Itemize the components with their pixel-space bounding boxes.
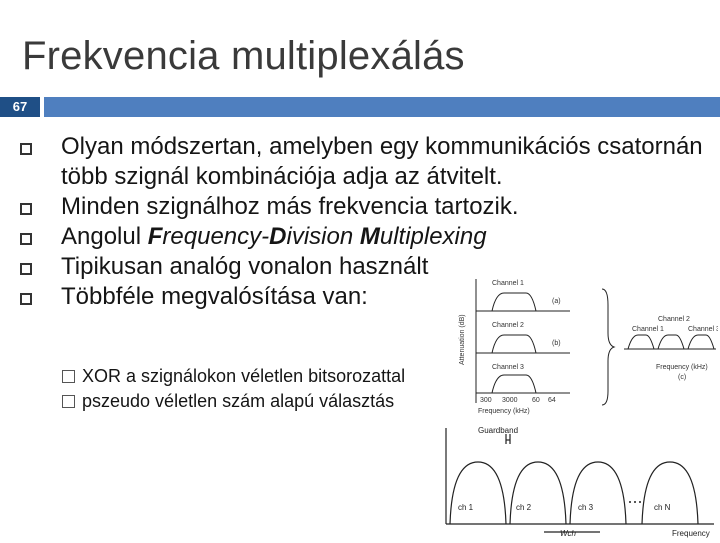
combined-channel-label: Channel 1	[632, 326, 664, 333]
tick-label: 64	[548, 397, 556, 404]
bullet-text: Minden szignálhoz más frekvencia tartozik.	[61, 193, 519, 220]
combined-x-label: Frequency (kHz)	[656, 364, 708, 371]
guardband-figure	[444, 422, 718, 538]
tick-label: 300	[480, 397, 492, 404]
sub-bullet-text: pszeudo véletlen szám alapú választás	[82, 391, 395, 411]
combined-channel-label: Channel 2	[658, 316, 690, 323]
sub-bullet-item	[62, 389, 492, 414]
bullet-text: Olyan módszertan, amelyben egy kommunikációs csatornán több szignál kombinációja adja az átvitelt.	[61, 133, 703, 190]
channel-label: Channel 3	[492, 364, 524, 371]
square-bullet-icon	[20, 233, 32, 245]
bullet-text: Tipikusan analóg vonalon használt	[61, 253, 429, 280]
bullet-text-part: F	[147, 223, 163, 250]
square-bullet-icon	[20, 143, 32, 155]
square-bullet-icon	[20, 263, 32, 275]
checkbox-bullet-icon	[62, 370, 75, 383]
bullet-text-part: ultiplexing	[379, 223, 487, 250]
bullet-text-part: Angolul	[61, 223, 148, 250]
sub-bullet-text: XOR a szignálokon véletlen bitsorozattal	[82, 366, 406, 386]
bullet-text: Többféle megvalósítása van:	[61, 283, 368, 310]
x-axis-label: Frequency (kHz)	[478, 408, 530, 415]
channel-label: ch N	[654, 503, 671, 512]
channel-label: ch 2	[516, 503, 532, 512]
panel-label: (c)	[678, 374, 687, 381]
slide-title: Frekvencia multiplexálás	[22, 34, 465, 78]
bullet-text-part: ivision	[286, 223, 360, 250]
panel-label: (a)	[552, 298, 561, 305]
sub-bullet-list	[62, 364, 492, 414]
channel-label: ch 1	[458, 503, 474, 512]
fdm-spectrum-figure	[452, 275, 718, 425]
slide-number: 67	[0, 97, 40, 117]
square-bullet-icon	[20, 293, 32, 305]
tick-label: 60	[532, 397, 540, 404]
channel-label: Channel 2	[492, 322, 524, 329]
guardband-label: Guardband	[478, 426, 519, 435]
tick-label: 3000	[502, 397, 518, 404]
y-axis-label: Attenuation (dB)	[459, 314, 466, 365]
bullet-text-part: M	[359, 223, 380, 250]
frequency-axis-label: Frequency	[672, 529, 710, 538]
square-bullet-icon	[20, 203, 32, 215]
checkbox-bullet-icon	[62, 395, 75, 408]
bullet-item	[18, 132, 718, 192]
header-bar	[44, 97, 720, 117]
sub-bullet-item	[62, 364, 492, 389]
bullet-item	[18, 192, 718, 222]
channel-label: ch 3	[578, 503, 594, 512]
channel-label: Channel 1	[492, 280, 524, 287]
bandwidth-label: Wch	[560, 529, 576, 538]
bullet-text-part: requency-	[162, 223, 270, 250]
panel-label: (b)	[552, 340, 561, 347]
bullet-item	[18, 222, 718, 252]
combined-channel-label: Channel 3	[688, 326, 718, 333]
bullet-text-part: D	[269, 223, 287, 250]
